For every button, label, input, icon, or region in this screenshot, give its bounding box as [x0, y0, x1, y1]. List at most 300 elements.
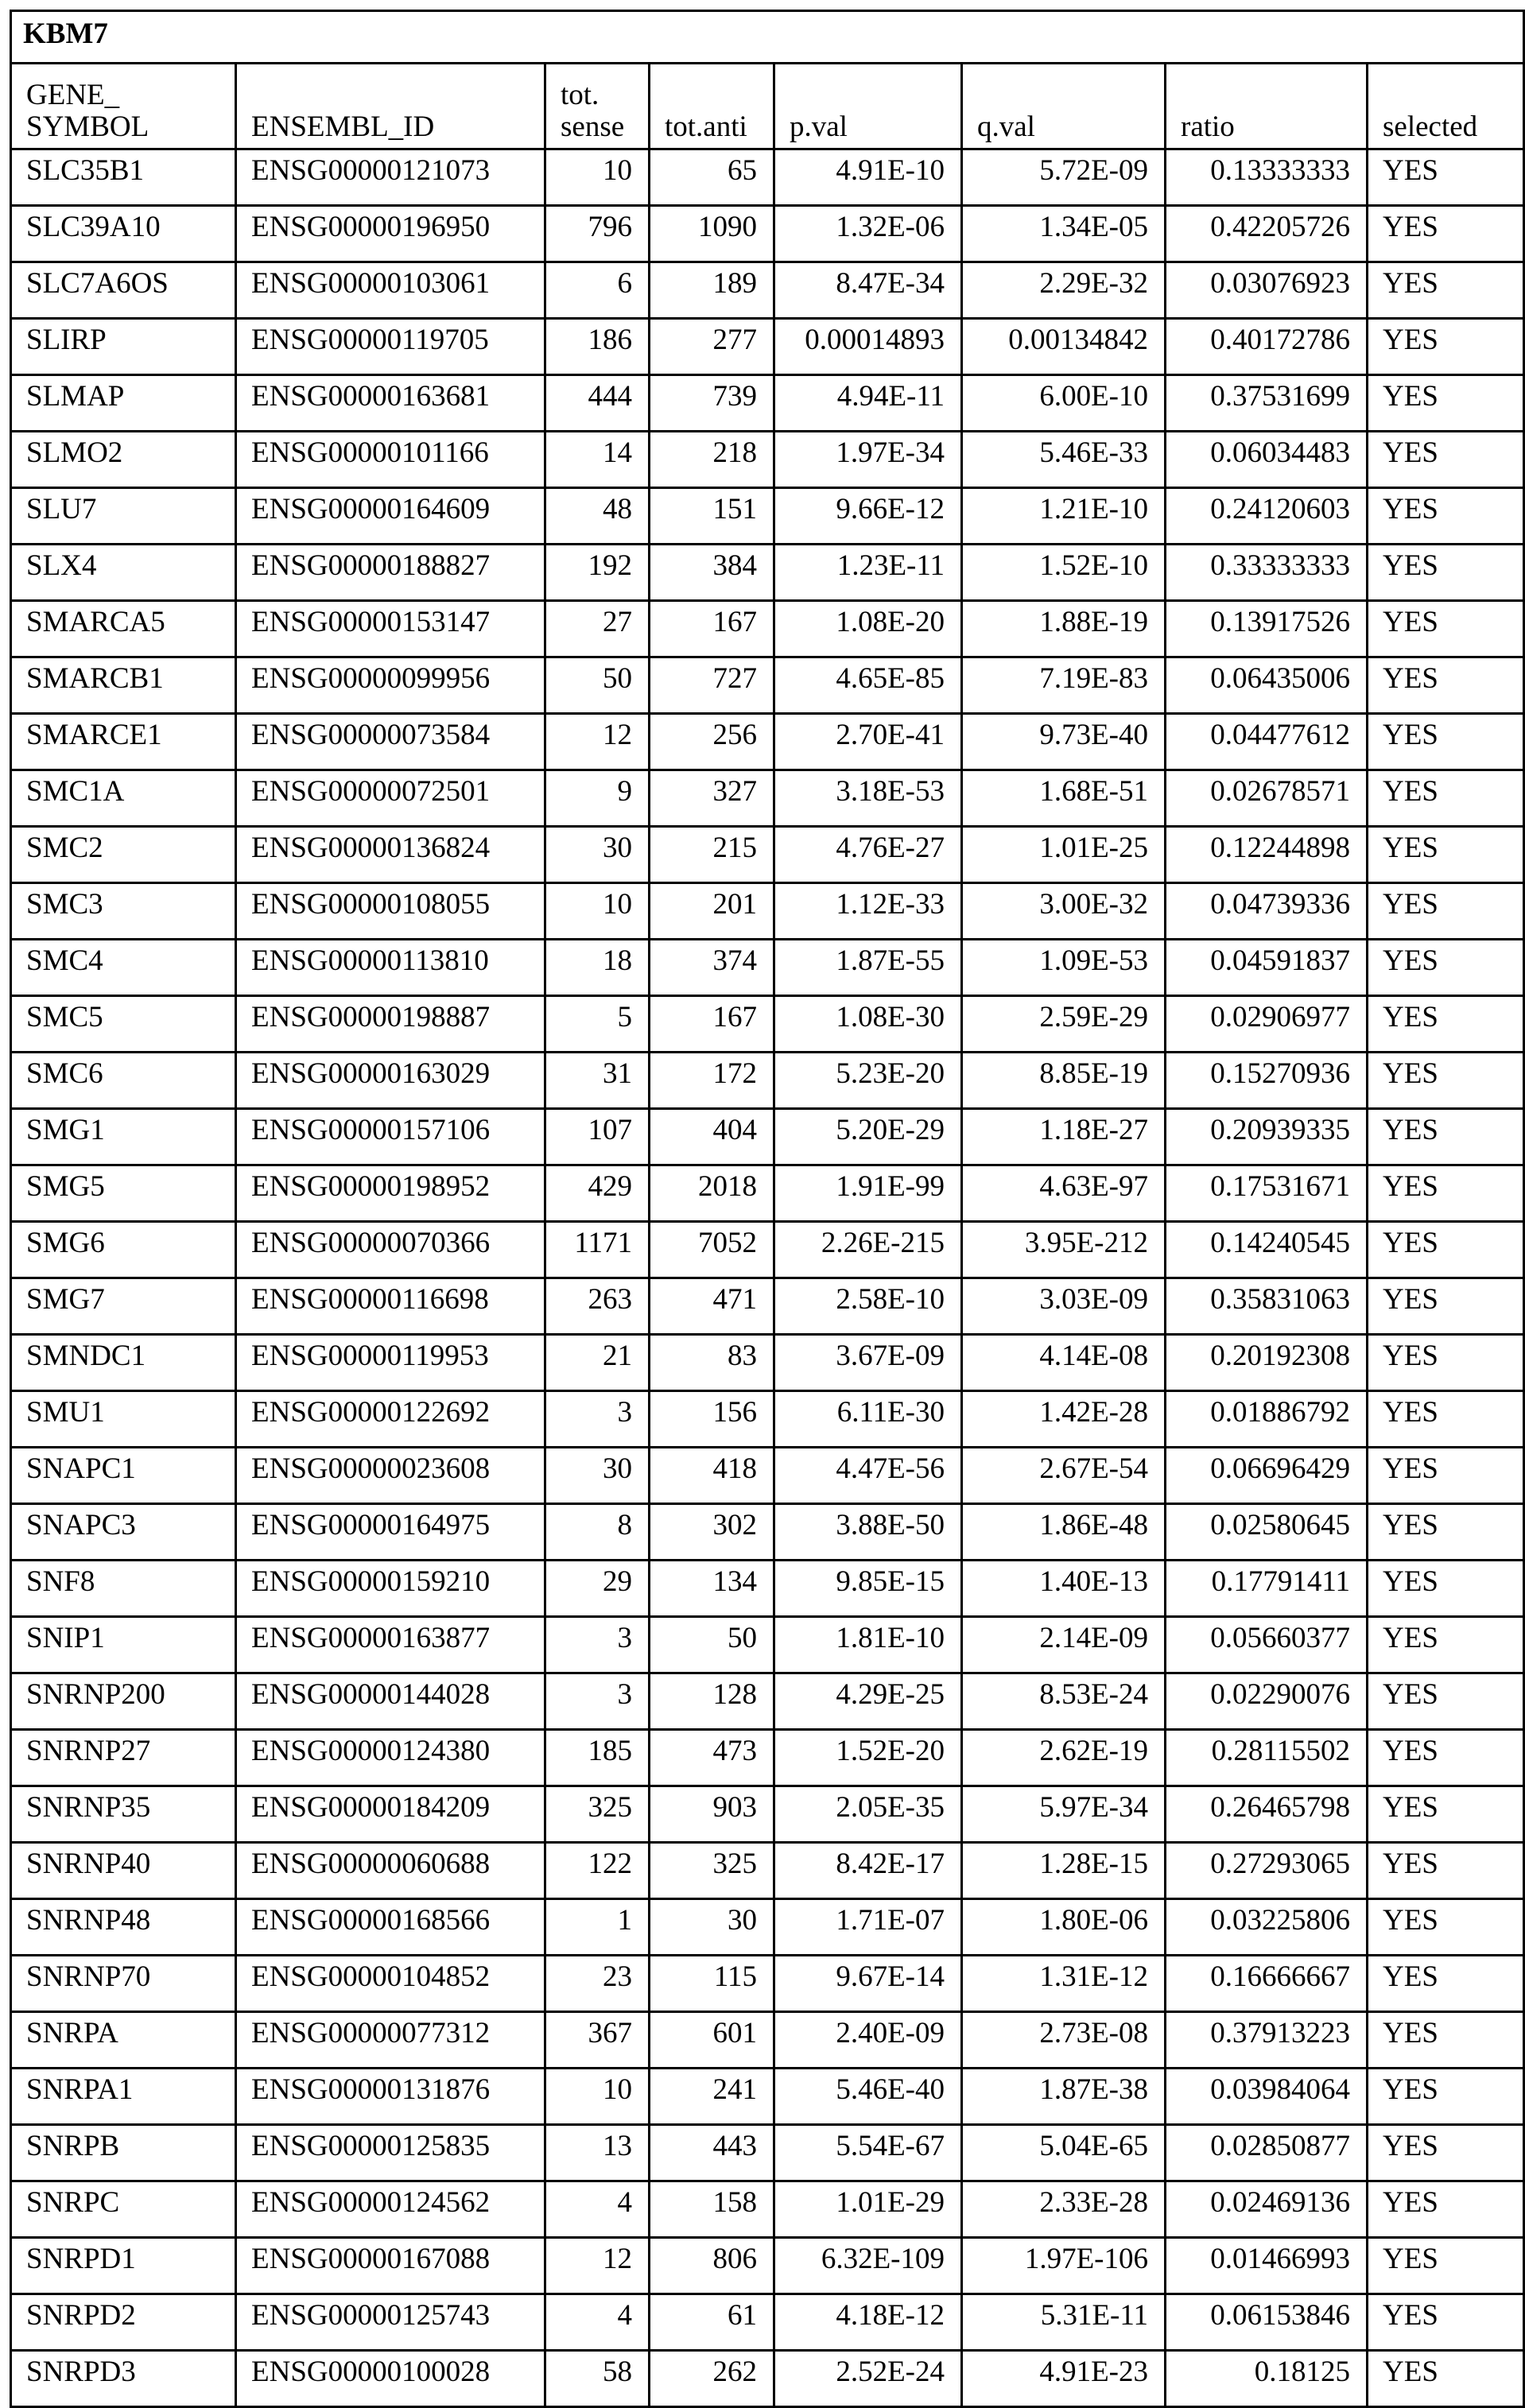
cell-tot-sense: 21 [545, 1335, 650, 1391]
cell-q-val: 4.14E-08 [962, 1335, 1166, 1391]
table-row [11, 714, 1524, 770]
cell-selected: YES [1368, 770, 1524, 827]
cell-selected: YES [1368, 601, 1524, 657]
cell-selected: YES [1368, 657, 1524, 714]
cell-ratio: 0.42205726 [1166, 206, 1368, 262]
cell-tot-anti: 30 [650, 1899, 774, 1956]
cell-ratio: 0.06435006 [1166, 657, 1368, 714]
cell-tot-sense: 122 [545, 1843, 650, 1899]
table-row [11, 1448, 1524, 1504]
cell-ensembl-id: ENSG00000153147 [236, 601, 545, 657]
cell-tot-sense: 796 [545, 206, 650, 262]
cell-tot-anti: 189 [650, 262, 774, 319]
table-row [11, 1617, 1524, 1673]
cell-q-val: 1.01E-25 [962, 827, 1166, 883]
header-q-val: q.val [962, 64, 1166, 149]
cell-tot-sense: 3 [545, 1673, 650, 1730]
cell-tot-sense: 27 [545, 601, 650, 657]
cell-tot-sense: 192 [545, 545, 650, 601]
cell-ensembl-id: ENSG00000101166 [236, 432, 545, 488]
cell-tot-anti: 172 [650, 1053, 774, 1109]
cell-ensembl-id: ENSG00000116698 [236, 1278, 545, 1335]
cell-tot-anti: 7052 [650, 1222, 774, 1278]
cell-ensembl-id: ENSG00000157106 [236, 1109, 545, 1165]
cell-p-val: 1.08E-30 [774, 996, 962, 1053]
cell-ensembl-id: ENSG00000077312 [236, 2012, 545, 2069]
cell-tot-anti: 262 [650, 2351, 774, 2407]
table-row [11, 2125, 1524, 2181]
cell-selected: YES [1368, 488, 1524, 545]
cell-selected: YES [1368, 1391, 1524, 1448]
cell-ratio: 0.33333333 [1166, 545, 1368, 601]
cell-tot-sense: 9 [545, 770, 650, 827]
cell-q-val: 1.68E-51 [962, 770, 1166, 827]
cell-q-val: 2.33E-28 [962, 2181, 1166, 2238]
cell-ensembl-id: ENSG00000122692 [236, 1391, 545, 1448]
cell-p-val: 3.18E-53 [774, 770, 962, 827]
cell-tot-anti: 325 [650, 1843, 774, 1899]
table-row [11, 375, 1524, 432]
cell-ensembl-id: ENSG00000136824 [236, 827, 545, 883]
cell-ratio: 0.02469136 [1166, 2181, 1368, 2238]
cell-gene-symbol: SNRPD3 [11, 2351, 236, 2407]
cell-q-val: 3.03E-09 [962, 1278, 1166, 1335]
cell-gene-symbol: SNAPC1 [11, 1448, 236, 1504]
cell-p-val: 1.91E-99 [774, 1165, 962, 1222]
cell-ensembl-id: ENSG00000124562 [236, 2181, 545, 2238]
header-tot-sense: tot. sense [545, 64, 650, 149]
cell-tot-sense: 30 [545, 1448, 650, 1504]
cell-q-val: 2.59E-29 [962, 996, 1166, 1053]
cell-selected: YES [1368, 2069, 1524, 2125]
cell-q-val: 5.97E-34 [962, 1786, 1166, 1843]
cell-q-val: 2.67E-54 [962, 1448, 1166, 1504]
cell-tot-sense: 3 [545, 1617, 650, 1673]
cell-tot-anti: 903 [650, 1786, 774, 1843]
cell-tot-anti: 418 [650, 1448, 774, 1504]
cell-q-val: 2.73E-08 [962, 2012, 1166, 2069]
cell-p-val: 5.46E-40 [774, 2069, 962, 2125]
cell-ratio: 0.16666667 [1166, 1956, 1368, 2012]
cell-p-val: 2.52E-24 [774, 2351, 962, 2407]
cell-tot-anti: 65 [650, 149, 774, 206]
cell-ratio: 0.28115502 [1166, 1730, 1368, 1786]
cell-tot-sense: 10 [545, 883, 650, 940]
cell-tot-sense: 107 [545, 1109, 650, 1165]
cell-ratio: 0.40172786 [1166, 319, 1368, 375]
cell-p-val: 1.71E-07 [774, 1899, 962, 1956]
cell-tot-sense: 367 [545, 2012, 650, 2069]
cell-gene-symbol: SLC7A6OS [11, 262, 236, 319]
cell-gene-symbol: SMC2 [11, 827, 236, 883]
cell-ensembl-id: ENSG00000159210 [236, 1561, 545, 1617]
cell-gene-symbol: SNRNP40 [11, 1843, 236, 1899]
cell-ensembl-id: ENSG00000163681 [236, 375, 545, 432]
header-ratio: ratio [1166, 64, 1368, 149]
cell-ratio: 0.03076923 [1166, 262, 1368, 319]
cell-selected: YES [1368, 1561, 1524, 1617]
cell-p-val: 8.42E-17 [774, 1843, 962, 1899]
cell-gene-symbol: SMC5 [11, 996, 236, 1053]
cell-ensembl-id: ENSG00000125743 [236, 2294, 545, 2351]
cell-p-val: 3.67E-09 [774, 1335, 962, 1391]
cell-ratio: 0.20192308 [1166, 1335, 1368, 1391]
cell-selected: YES [1368, 432, 1524, 488]
cell-ensembl-id: ENSG00000099956 [236, 657, 545, 714]
cell-ratio: 0.14240545 [1166, 1222, 1368, 1278]
cell-selected: YES [1368, 206, 1524, 262]
cell-p-val: 1.52E-20 [774, 1730, 962, 1786]
table-row [11, 1561, 1524, 1617]
table-row [11, 1222, 1524, 1278]
cell-q-val: 1.09E-53 [962, 940, 1166, 996]
cell-ratio: 0.24120603 [1166, 488, 1368, 545]
cell-q-val: 3.00E-32 [962, 883, 1166, 940]
cell-tot-anti: 384 [650, 545, 774, 601]
cell-ratio: 0.04739336 [1166, 883, 1368, 940]
cell-tot-anti: 256 [650, 714, 774, 770]
cell-q-val: 9.73E-40 [962, 714, 1166, 770]
cell-tot-sense: 1171 [545, 1222, 650, 1278]
cell-tot-anti: 50 [650, 1617, 774, 1673]
cell-gene-symbol: SNRPD1 [11, 2238, 236, 2294]
cell-ratio: 0.02850877 [1166, 2125, 1368, 2181]
cell-ensembl-id: ENSG00000184209 [236, 1786, 545, 1843]
cell-tot-anti: 156 [650, 1391, 774, 1448]
cell-tot-sense: 325 [545, 1786, 650, 1843]
cell-tot-anti: 167 [650, 601, 774, 657]
cell-q-val: 8.85E-19 [962, 1053, 1166, 1109]
cell-ensembl-id: ENSG00000168566 [236, 1899, 545, 1956]
cell-p-val: 2.70E-41 [774, 714, 962, 770]
cell-tot-sense: 429 [545, 1165, 650, 1222]
cell-p-val: 9.85E-15 [774, 1561, 962, 1617]
cell-gene-symbol: SNAPC3 [11, 1504, 236, 1561]
cell-ensembl-id: ENSG00000163877 [236, 1617, 545, 1673]
cell-p-val: 3.88E-50 [774, 1504, 962, 1561]
cell-tot-anti: 443 [650, 2125, 774, 2181]
cell-tot-sense: 30 [545, 827, 650, 883]
cell-tot-sense: 6 [545, 262, 650, 319]
cell-tot-sense: 23 [545, 1956, 650, 2012]
cell-selected: YES [1368, 2012, 1524, 2069]
cell-ratio: 0.18125 [1166, 2351, 1368, 2407]
cell-q-val: 1.80E-06 [962, 1899, 1166, 1956]
table-row [11, 827, 1524, 883]
cell-p-val: 5.20E-29 [774, 1109, 962, 1165]
cell-gene-symbol: SMC1A [11, 770, 236, 827]
cell-ratio: 0.12244898 [1166, 827, 1368, 883]
cell-tot-sense: 31 [545, 1053, 650, 1109]
cell-ensembl-id: ENSG00000124380 [236, 1730, 545, 1786]
cell-tot-anti: 241 [650, 2069, 774, 2125]
cell-ensembl-id: ENSG00000198952 [236, 1165, 545, 1222]
cell-tot-anti: 115 [650, 1956, 774, 2012]
cell-q-val: 7.19E-83 [962, 657, 1166, 714]
cell-ensembl-id: ENSG00000072501 [236, 770, 545, 827]
cell-tot-anti: 374 [650, 940, 774, 996]
cell-ratio: 0.20939335 [1166, 1109, 1368, 1165]
cell-gene-symbol: SNRNP48 [11, 1899, 236, 1956]
cell-ensembl-id: ENSG00000188827 [236, 545, 545, 601]
cell-ratio: 0.37531699 [1166, 375, 1368, 432]
cell-q-val: 1.87E-38 [962, 2069, 1166, 2125]
cell-q-val: 5.31E-11 [962, 2294, 1166, 2351]
cell-q-val: 1.88E-19 [962, 601, 1166, 657]
gene-table [10, 10, 1525, 2408]
header-row [11, 64, 1524, 149]
cell-ratio: 0.06153846 [1166, 2294, 1368, 2351]
cell-ensembl-id: ENSG00000073584 [236, 714, 545, 770]
cell-q-val: 1.86E-48 [962, 1504, 1166, 1561]
cell-tot-sense: 186 [545, 319, 650, 375]
cell-selected: YES [1368, 2181, 1524, 2238]
cell-tot-anti: 404 [650, 1109, 774, 1165]
cell-q-val: 5.72E-09 [962, 149, 1166, 206]
cell-q-val: 5.04E-65 [962, 2125, 1166, 2181]
table-title: KBM7 [11, 11, 1524, 64]
cell-p-val: 6.32E-109 [774, 2238, 962, 2294]
cell-ratio: 0.27293065 [1166, 1843, 1368, 1899]
table-row [11, 940, 1524, 996]
cell-ensembl-id: ENSG00000119953 [236, 1335, 545, 1391]
cell-selected: YES [1368, 827, 1524, 883]
cell-tot-anti: 158 [650, 2181, 774, 2238]
cell-ensembl-id: ENSG00000104852 [236, 1956, 545, 2012]
cell-ratio: 0.04477612 [1166, 714, 1368, 770]
cell-p-val: 1.97E-34 [774, 432, 962, 488]
cell-ratio: 0.02906977 [1166, 996, 1368, 1053]
cell-gene-symbol: SLX4 [11, 545, 236, 601]
header-ensembl-id: ENSEMBL_ID [236, 64, 545, 149]
cell-gene-symbol: SMC6 [11, 1053, 236, 1109]
cell-q-val: 1.42E-28 [962, 1391, 1166, 1448]
table-row [11, 2351, 1524, 2407]
cell-ensembl-id: ENSG00000103061 [236, 262, 545, 319]
cell-gene-symbol: SNRPD2 [11, 2294, 236, 2351]
cell-selected: YES [1368, 714, 1524, 770]
cell-gene-symbol: SMU1 [11, 1391, 236, 1448]
cell-ratio: 0.02290076 [1166, 1673, 1368, 1730]
cell-ensembl-id: ENSG00000164975 [236, 1504, 545, 1561]
cell-ensembl-id: ENSG00000113810 [236, 940, 545, 996]
cell-gene-symbol: SNF8 [11, 1561, 236, 1617]
table-row [11, 770, 1524, 827]
cell-tot-anti: 471 [650, 1278, 774, 1335]
table-row [11, 1391, 1524, 1448]
cell-tot-anti: 601 [650, 2012, 774, 2069]
cell-selected: YES [1368, 1730, 1524, 1786]
cell-q-val: 1.52E-10 [962, 545, 1166, 601]
cell-tot-sense: 5 [545, 996, 650, 1053]
cell-tot-sense: 4 [545, 2294, 650, 2351]
cell-ensembl-id: ENSG00000196950 [236, 206, 545, 262]
cell-ratio: 0.13333333 [1166, 149, 1368, 206]
table-row [11, 1786, 1524, 1843]
cell-ensembl-id: ENSG00000167088 [236, 2238, 545, 2294]
cell-tot-anti: 277 [650, 319, 774, 375]
cell-p-val: 2.40E-09 [774, 2012, 962, 2069]
cell-ratio: 0.04591837 [1166, 940, 1368, 996]
cell-p-val: 2.58E-10 [774, 1278, 962, 1335]
cell-q-val: 5.46E-33 [962, 432, 1166, 488]
cell-p-val: 1.23E-11 [774, 545, 962, 601]
cell-q-val: 1.34E-05 [962, 206, 1166, 262]
cell-q-val: 1.28E-15 [962, 1843, 1166, 1899]
cell-p-val: 1.87E-55 [774, 940, 962, 996]
cell-tot-sense: 58 [545, 2351, 650, 2407]
cell-ratio: 0.06696429 [1166, 1448, 1368, 1504]
header-p-val: p.val [774, 64, 962, 149]
table-row [11, 657, 1524, 714]
cell-tot-sense: 48 [545, 488, 650, 545]
cell-selected: YES [1368, 545, 1524, 601]
cell-tot-sense: 12 [545, 714, 650, 770]
cell-gene-symbol: SNRPA1 [11, 2069, 236, 2125]
cell-tot-anti: 134 [650, 1561, 774, 1617]
table-row [11, 1730, 1524, 1786]
table-row [11, 2294, 1524, 2351]
cell-selected: YES [1368, 1617, 1524, 1673]
cell-tot-anti: 201 [650, 883, 774, 940]
cell-p-val: 5.54E-67 [774, 2125, 962, 2181]
cell-p-val: 4.18E-12 [774, 2294, 962, 2351]
cell-ratio: 0.02580645 [1166, 1504, 1368, 1561]
cell-gene-symbol: SMG7 [11, 1278, 236, 1335]
cell-ensembl-id: ENSG00000060688 [236, 1843, 545, 1899]
cell-selected: YES [1368, 940, 1524, 996]
header-selected: selected [1368, 64, 1524, 149]
cell-p-val: 2.26E-215 [774, 1222, 962, 1278]
cell-gene-symbol: SLU7 [11, 488, 236, 545]
cell-p-val: 0.00014893 [774, 319, 962, 375]
cell-ratio: 0.01466993 [1166, 2238, 1368, 2294]
cell-q-val: 2.29E-32 [962, 262, 1166, 319]
cell-ensembl-id: ENSG00000144028 [236, 1673, 545, 1730]
cell-selected: YES [1368, 1335, 1524, 1391]
cell-tot-anti: 473 [650, 1730, 774, 1786]
cell-selected: YES [1368, 1165, 1524, 1222]
cell-tot-anti: 128 [650, 1673, 774, 1730]
table-row [11, 1165, 1524, 1222]
cell-selected: YES [1368, 1673, 1524, 1730]
cell-ratio: 0.17531671 [1166, 1165, 1368, 1222]
cell-gene-symbol: SMARCE1 [11, 714, 236, 770]
cell-p-val: 9.67E-14 [774, 1956, 962, 2012]
cell-gene-symbol: SMG1 [11, 1109, 236, 1165]
cell-tot-anti: 1090 [650, 206, 774, 262]
cell-selected: YES [1368, 2238, 1524, 2294]
table-title-row [11, 11, 1524, 64]
table-row [11, 1335, 1524, 1391]
cell-ensembl-id: ENSG00000070366 [236, 1222, 545, 1278]
cell-gene-symbol: SNRPC [11, 2181, 236, 2238]
cell-tot-anti: 83 [650, 1335, 774, 1391]
cell-q-val: 1.18E-27 [962, 1109, 1166, 1165]
cell-ensembl-id: ENSG00000023608 [236, 1448, 545, 1504]
cell-q-val: 0.00134842 [962, 319, 1166, 375]
table-row [11, 149, 1524, 206]
cell-gene-symbol: SLMO2 [11, 432, 236, 488]
cell-q-val: 4.91E-23 [962, 2351, 1166, 2407]
cell-tot-sense: 50 [545, 657, 650, 714]
cell-tot-sense: 1 [545, 1899, 650, 1956]
cell-tot-sense: 263 [545, 1278, 650, 1335]
table-row [11, 1109, 1524, 1165]
cell-ratio: 0.01886792 [1166, 1391, 1368, 1448]
cell-gene-symbol: SMARCA5 [11, 601, 236, 657]
cell-gene-symbol: SNRNP27 [11, 1730, 236, 1786]
cell-q-val: 3.95E-212 [962, 1222, 1166, 1278]
cell-ratio: 0.03225806 [1166, 1899, 1368, 1956]
cell-selected: YES [1368, 1956, 1524, 2012]
cell-gene-symbol: SMC4 [11, 940, 236, 996]
cell-tot-sense: 10 [545, 2069, 650, 2125]
table-row [11, 1278, 1524, 1335]
cell-tot-anti: 61 [650, 2294, 774, 2351]
cell-tot-sense: 444 [545, 375, 650, 432]
cell-ratio: 0.17791411 [1166, 1561, 1368, 1617]
cell-ensembl-id: ENSG00000125835 [236, 2125, 545, 2181]
cell-selected: YES [1368, 375, 1524, 432]
cell-p-val: 4.29E-25 [774, 1673, 962, 1730]
cell-ratio: 0.03984064 [1166, 2069, 1368, 2125]
cell-selected: YES [1368, 1222, 1524, 1278]
cell-selected: YES [1368, 319, 1524, 375]
cell-ratio: 0.15270936 [1166, 1053, 1368, 1109]
cell-gene-symbol: SNRNP35 [11, 1786, 236, 1843]
cell-ensembl-id: ENSG00000163029 [236, 1053, 545, 1109]
cell-p-val: 4.94E-11 [774, 375, 962, 432]
cell-p-val: 1.01E-29 [774, 2181, 962, 2238]
cell-gene-symbol: SNIP1 [11, 1617, 236, 1673]
cell-p-val: 4.91E-10 [774, 149, 962, 206]
cell-ensembl-id: ENSG00000108055 [236, 883, 545, 940]
cell-p-val: 1.12E-33 [774, 883, 962, 940]
cell-gene-symbol: SLIRP [11, 319, 236, 375]
cell-p-val: 9.66E-12 [774, 488, 962, 545]
cell-tot-sense: 18 [545, 940, 650, 996]
cell-q-val: 1.97E-106 [962, 2238, 1166, 2294]
cell-tot-sense: 10 [545, 149, 650, 206]
cell-selected: YES [1368, 1109, 1524, 1165]
cell-tot-sense: 14 [545, 432, 650, 488]
cell-tot-anti: 302 [650, 1504, 774, 1561]
cell-ensembl-id: ENSG00000119705 [236, 319, 545, 375]
cell-gene-symbol: SMC3 [11, 883, 236, 940]
cell-q-val: 1.31E-12 [962, 1956, 1166, 2012]
table-row [11, 2181, 1524, 2238]
cell-p-val: 6.11E-30 [774, 1391, 962, 1448]
cell-q-val: 4.63E-97 [962, 1165, 1166, 1222]
cell-ensembl-id: ENSG00000100028 [236, 2351, 545, 2407]
table-row [11, 262, 1524, 319]
cell-selected: YES [1368, 262, 1524, 319]
cell-p-val: 1.32E-06 [774, 206, 962, 262]
cell-q-val: 1.21E-10 [962, 488, 1166, 545]
cell-tot-sense: 12 [545, 2238, 650, 2294]
cell-tot-anti: 327 [650, 770, 774, 827]
cell-gene-symbol: SMG5 [11, 1165, 236, 1222]
cell-selected: YES [1368, 149, 1524, 206]
cell-ratio: 0.05660377 [1166, 1617, 1368, 1673]
cell-tot-anti: 739 [650, 375, 774, 432]
cell-tot-sense: 29 [545, 1561, 650, 1617]
cell-ensembl-id: ENSG00000164609 [236, 488, 545, 545]
cell-tot-anti: 218 [650, 432, 774, 488]
cell-gene-symbol: SMG6 [11, 1222, 236, 1278]
cell-tot-anti: 215 [650, 827, 774, 883]
